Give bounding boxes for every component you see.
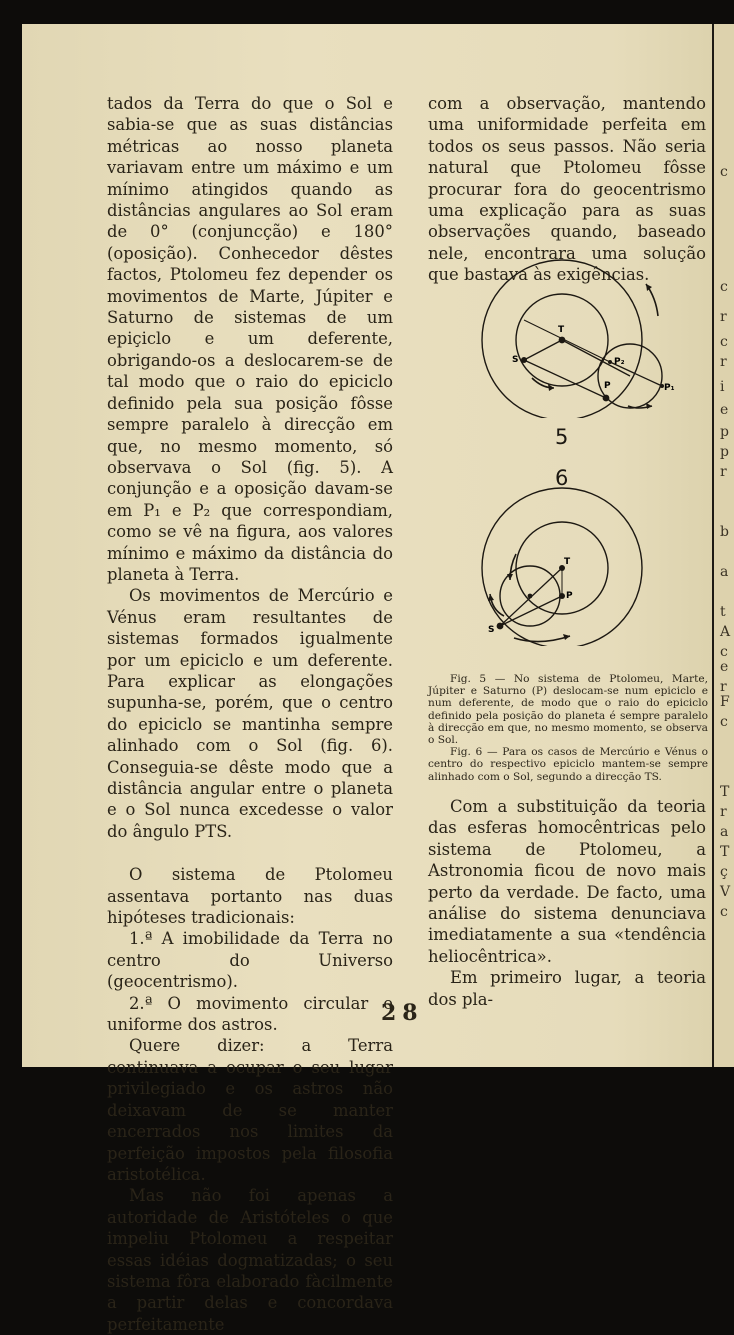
sun-point (497, 623, 504, 630)
paragraph: Com a substituição da teoria das esferas homocêntricas pelo sistema de Ptolomeu, a Astronomia ficou de novo mais perto da verdade. De facto, uma análise do sistema denunciava imediatamente a sua «tendência heliocêntrica». (428, 797, 706, 966)
figure-5-diagram (470, 258, 700, 418)
earth-point (559, 337, 566, 344)
adjacent-page-letter: a (720, 824, 729, 840)
adjacent-page-letter: T (720, 844, 730, 860)
adjacent-page-letter: b (720, 524, 729, 540)
adjacent-page-letter: T (720, 784, 730, 800)
label-P2: P₂ (614, 357, 625, 367)
list-item: 2.ª O movimento circular e uniforme dos astros. (107, 993, 393, 1035)
label-S: S (512, 355, 519, 365)
adjacent-page-letter: a (720, 564, 729, 580)
caption-fig-5: Fig. 5 — No sistema de Ptolomeu, Marte, Júpiter e Saturno (P) deslocam-se num epiciclo e num deferente, de modo que o raio do epiciclo definido pela posição do planeta é sempre paralelo à direcção em que, no mesmo momento, se observa o Sol. (428, 673, 708, 747)
adjacent-page-letter: V (720, 884, 731, 900)
adjacent-page-letter: r (720, 354, 727, 370)
adjacent-page-letter: r (720, 464, 727, 480)
caption-fig-6: Fig. 6 — Para os casos de Mercúrio e Vénus o centro do respectivo epiciclo mantem-se sempre alinhado com o Sol, segundo a direcção TS. (428, 746, 708, 783)
right-text-column-bottom (428, 796, 706, 1010)
paragraph: Os movimentos de Mercúrio e Vénus eram resultantes de sistemas formados igualmente por um epiciclo e um deferente. Para explicar as elongações supunha-se, porém, que o centro do epiciclo se mantinha sempre alinhado com o Sol (fig. 6). Conseguia-se dêste modo que a distância angular entre o planeta e o Sol nunca excedesse o valor do ângulo PTS. (107, 586, 393, 841)
adjacent-page-letter: A (720, 624, 731, 640)
paragraph: com a observação, mantendo uma uniformidade perfeita em todos os seus passos. Não seria natural que Ptolomeu fôsse procurar fora do geocentrismo uma explicação para as suas observações quando, baseado nele, encontrara uma solução que bastava às exigências. (428, 94, 706, 285)
adjacent-page-letter: r (720, 804, 727, 820)
adjacent-page-letter: r (720, 679, 727, 695)
label-P: P (566, 591, 573, 601)
right-text-column-top (428, 93, 706, 286)
adjacent-page-letter: p (720, 444, 729, 460)
adjacent-page-letter: r (720, 309, 727, 325)
adjacent-page-letter: c (720, 164, 728, 180)
label-T: T (564, 557, 571, 567)
adjacent-page-letter: F (720, 694, 730, 710)
adjacent-page-letter: c (720, 334, 728, 350)
planet-point (603, 395, 610, 402)
adjacent-page-letter: e (720, 402, 729, 418)
adjacent-page-letter: p (720, 424, 729, 440)
figure-6-diagram (470, 486, 700, 646)
label-P1: P₁ (664, 383, 675, 393)
figure-6-number: 6 (555, 466, 569, 490)
paragraph: Quere dizer: a Terra continuava a ocupar o seu lugar privilegiado e os astros não deixavam de se manter encerrados nos limites da perfeição impostos pela filosofia aristotélica. (107, 1036, 393, 1184)
adjacent-page-edge (712, 24, 734, 1067)
paragraph: Em primeiro lugar, a teoria dos pla- (428, 968, 706, 1009)
figure-5-number: 5 (555, 425, 569, 449)
adjacent-page-letter: e (720, 659, 729, 675)
paragraph: tados da Terra do que o Sol e sabia-se que as suas distâncias métricas ao nosso planeta variavam entre um máximo e um mínimo atingidos quando as distâncias angulares ao Sol eram de 0° (conjuncção) e 180° (oposição). Conhecedor dêstes factos, Ptolomeu fez depender os movimentos de Marte, Júpiter e Saturno de sistemas de um epiçiclo e um deferente, obrigando-os a deslocarem-se de tal modo que o raio do epiciclo definido pela sua posição fôsse sempre paralelo à direcção em que, no mesmo momento, só observava o Sol (fig. 5). A conjunção e a oposição davam-se em P₁ e P₂ que correspondiam, como se vê na figura, aos valores mínimo e máximo da distância do planeta à Terra. (107, 94, 393, 584)
figure-caption (428, 673, 708, 783)
adjacent-page-letter: c (720, 279, 728, 295)
label-T: T (558, 325, 565, 335)
adjacent-page-letter: t (720, 604, 726, 620)
page-number: 28 (381, 1000, 424, 1026)
left-text-column (107, 93, 393, 1335)
sun-point (521, 357, 527, 363)
adjacent-page-letter: c (720, 644, 728, 660)
label-S: S (488, 625, 495, 635)
adjacent-page-letter: c (720, 904, 728, 920)
list-item: 1.ª A imobilidade da Terra no centro do Universo (geocentrismo). (107, 929, 393, 992)
paragraph: O sistema de Ptolomeu assentava portanto nas duas hipóteses tradicionais: (107, 865, 393, 928)
label-P: P (604, 381, 611, 391)
paragraph: Mas não foi apenas a autoridade de Aristóteles o que impeliu Ptolomeu a respeitar essas idéias dogmatizadas; o seu sistema fôra elaborado fàcilmente a partir delas e concordava perfeitamente (107, 1186, 393, 1334)
planet-point (559, 593, 565, 599)
adjacent-page-letter: i (720, 379, 725, 395)
adjacent-page-letter: ç (720, 864, 728, 880)
adjacent-page-letter: c (720, 714, 728, 730)
